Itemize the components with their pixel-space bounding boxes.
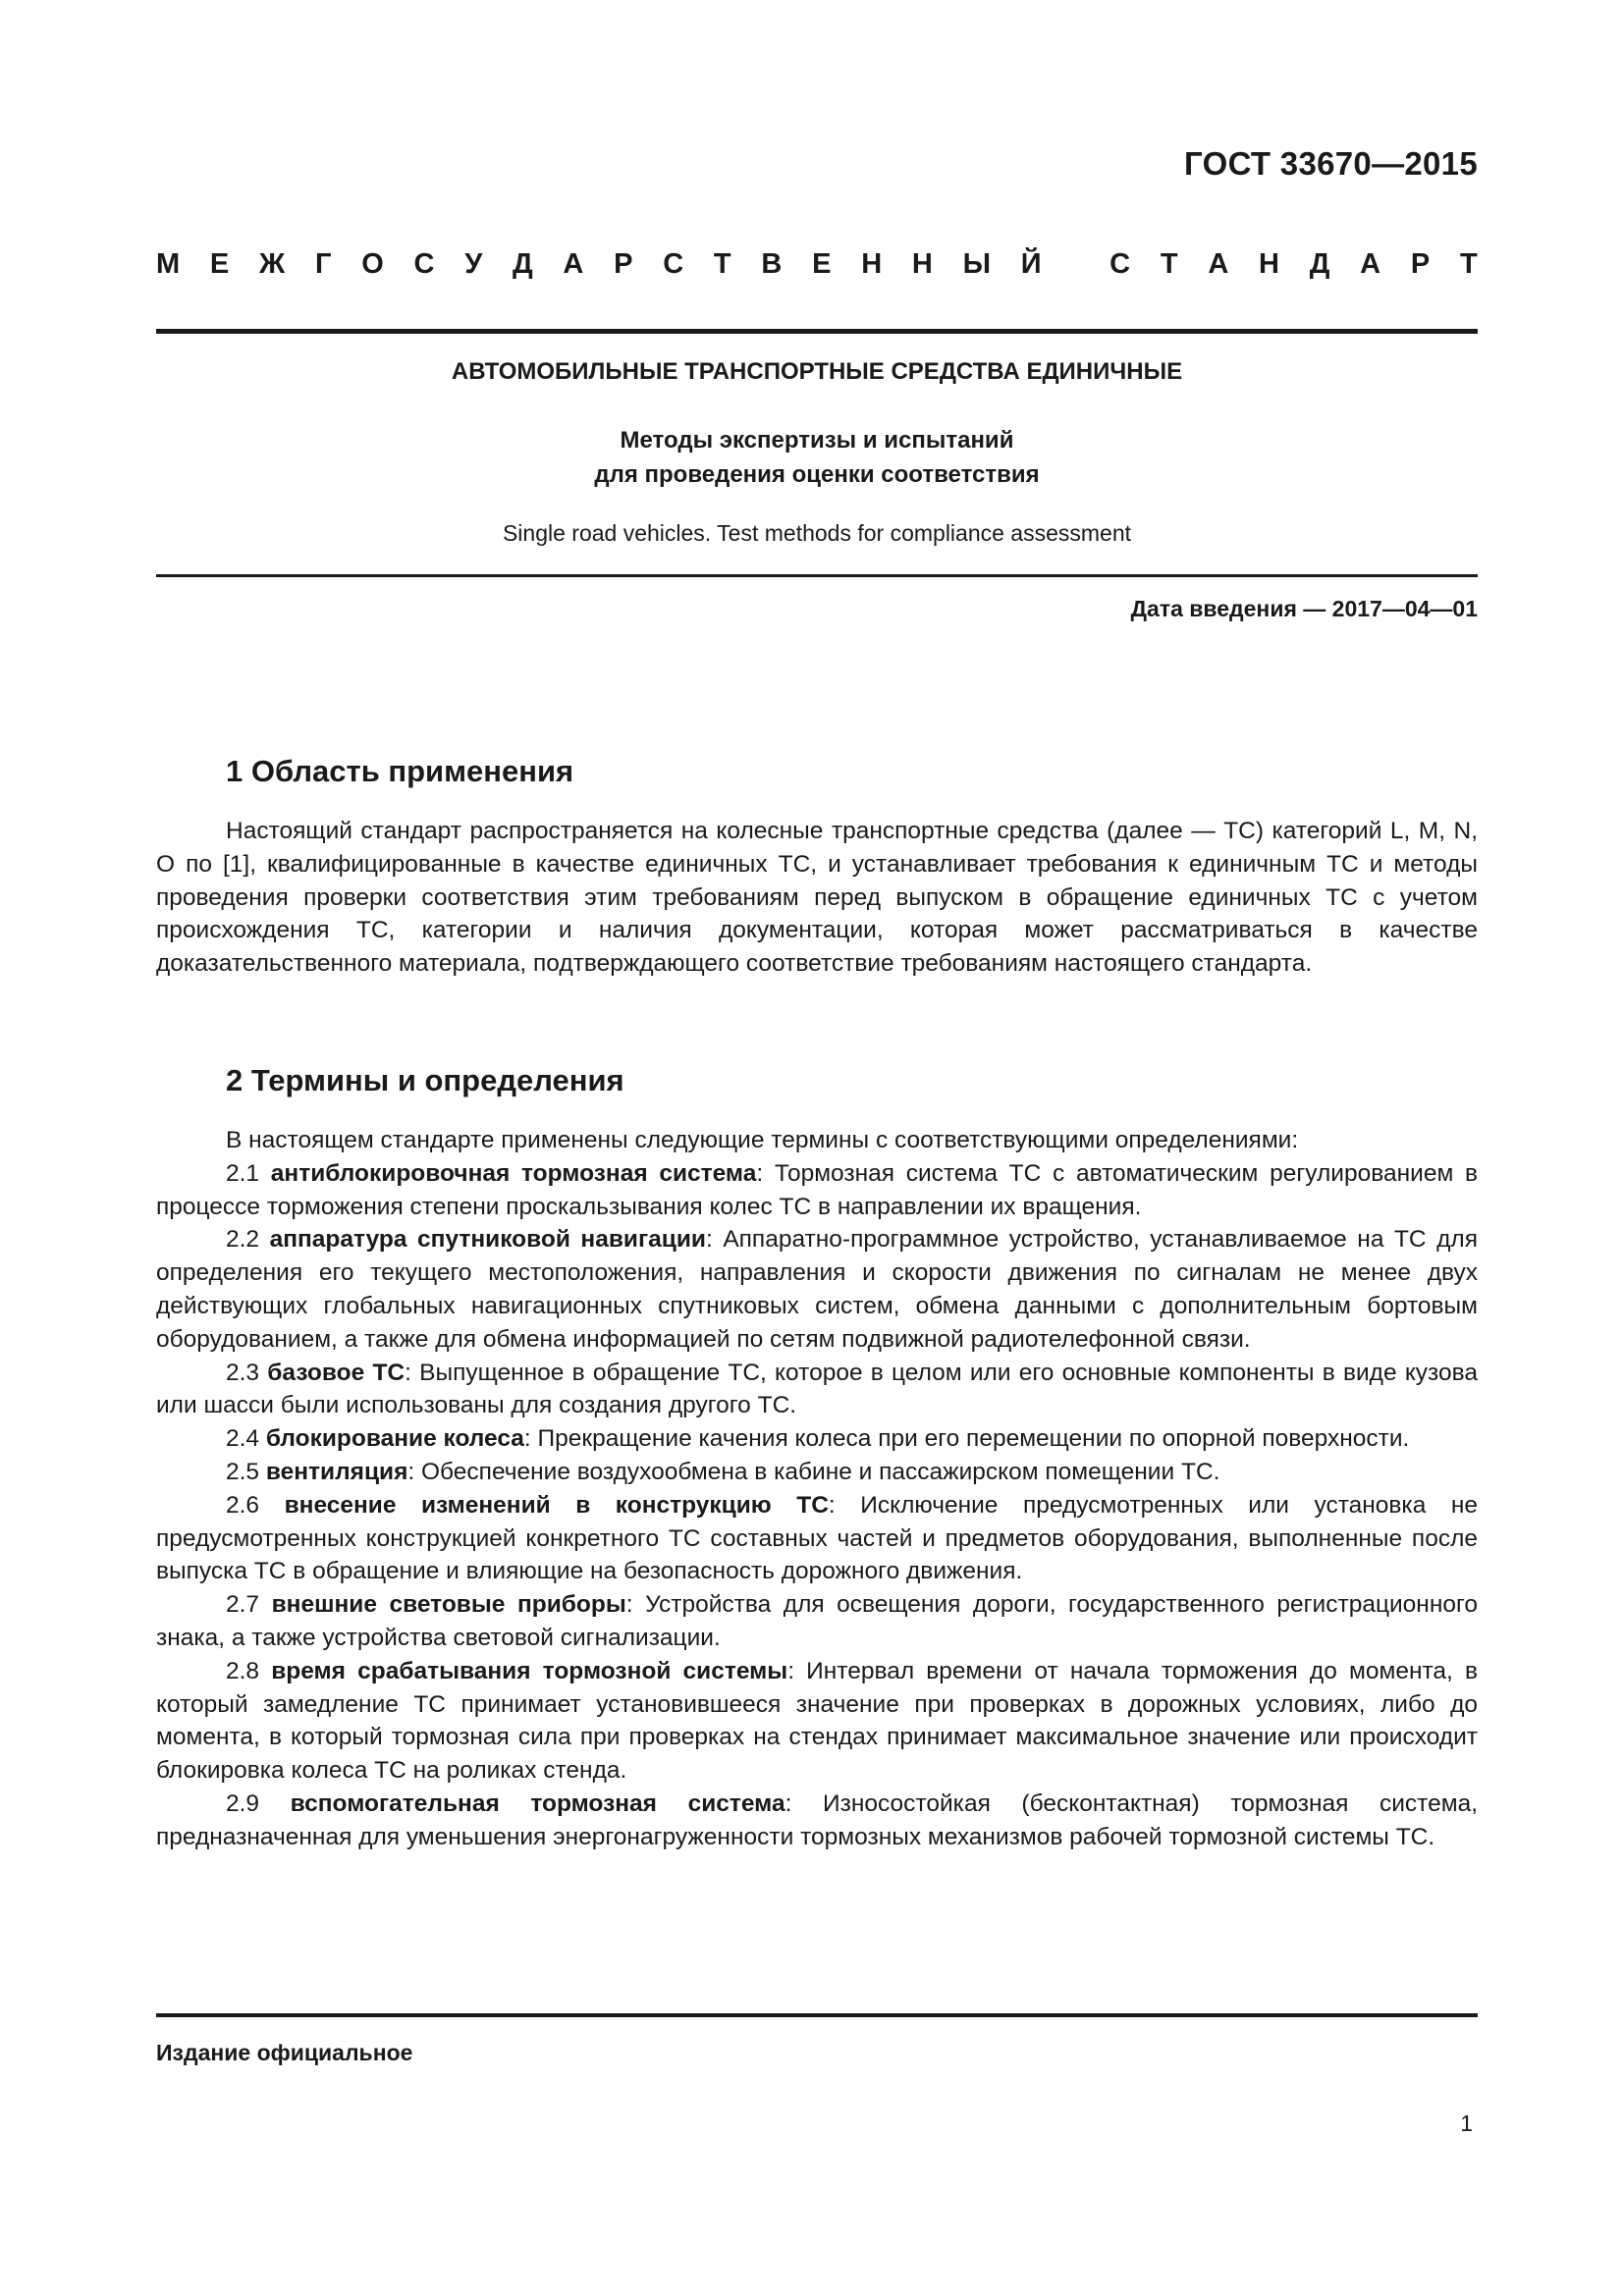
term-definition: : Устройства для освещения дороги, государственного регистрационного знака, а также устройства световой сигнализации. bbox=[156, 1591, 1479, 1651]
banner-letter: Ж bbox=[259, 248, 286, 280]
banner-letter: Р bbox=[614, 248, 633, 280]
english-title: Single road vehicles. Test methods for compliance assessment bbox=[502, 520, 1132, 546]
term-name: антиблокировочная тормозная система bbox=[270, 1159, 757, 1187]
banner-letter: Е bbox=[209, 248, 230, 280]
banner-letter: У bbox=[464, 248, 483, 280]
banner-letter: Д bbox=[513, 248, 533, 280]
banner-letter: С bbox=[1109, 248, 1131, 280]
banner-letter: С bbox=[413, 248, 435, 280]
term-entry bbox=[156, 1422, 1478, 1456]
term-entry bbox=[156, 1223, 1478, 1356]
banner-letter: А bbox=[1360, 248, 1381, 280]
page-number: 1 bbox=[1460, 2110, 1473, 2136]
term-number: 2.8 bbox=[226, 1657, 260, 1684]
term-number: 2.9 bbox=[226, 1789, 260, 1817]
banner-letter: А bbox=[1208, 248, 1229, 280]
document-number: ГОСТ 33670—2015 bbox=[1184, 145, 1478, 182]
banner-letter: С bbox=[663, 248, 684, 280]
title-divider bbox=[156, 574, 1478, 577]
banner-letter: Й bbox=[1020, 248, 1042, 280]
term-name: время срабатывания тормозной системы bbox=[271, 1657, 788, 1684]
banner-letter: Е bbox=[812, 248, 832, 280]
banner-letter: Ы bbox=[962, 248, 991, 280]
term-name: базовое ТС bbox=[267, 1359, 406, 1386]
banner-letter: Н bbox=[1259, 248, 1279, 280]
term-name: блокирование колеса bbox=[265, 1425, 524, 1453]
term-definition: : Прекращение качения колеса при его перемещении по опорной поверхности. bbox=[523, 1425, 1410, 1453]
term-definition: : Выпущенное в обращение ТС, которое в целом или его основные компоненты в виде кузова или шасси были использованы для создания другого ТС. bbox=[156, 1359, 1479, 1419]
term-number: 2.1 bbox=[226, 1159, 260, 1187]
term-definition: : Обеспечение воздухообмена в кабине и пассажирском помещении ТС. bbox=[407, 1458, 1220, 1485]
banner-letter: Н bbox=[861, 248, 883, 280]
term-name: вспомогательная тормозная система bbox=[290, 1789, 785, 1817]
subtitle-line: для проведения оценки соответствия bbox=[594, 461, 1040, 488]
term-entry bbox=[156, 1357, 1478, 1423]
term-entry bbox=[156, 1157, 1478, 1224]
banner-letter: Г bbox=[314, 248, 332, 280]
term-number: 2.3 bbox=[226, 1359, 260, 1386]
term-definition: : Интервал времени от начала торможения до момента, в который замедление ТС принимает установившееся значение при проверках в дорожных условиях, либо до момента, в который тормозная сила при проверках на стендах принимает максимальное значение или происходит блокировка колеса ТС на роликах стенда. bbox=[156, 1657, 1479, 1785]
term-name: аппаратура спутниковой навигации bbox=[269, 1226, 706, 1254]
section-heading-terms: 2 Термины и определения bbox=[226, 1063, 624, 1097]
term-name: вентиляция bbox=[265, 1458, 408, 1485]
banner-letter: Н bbox=[911, 248, 933, 280]
official-edition-label: Издание официальное bbox=[156, 2040, 413, 2065]
term-number: 2.6 bbox=[226, 1491, 260, 1519]
banner-letter: Т bbox=[1160, 248, 1178, 280]
document-title: АВТОМОБИЛЬНЫЕ ТРАНСПОРТНЫЕ СРЕДСТВА ЕДИНИЧНЫЕ bbox=[451, 358, 1183, 385]
paragraph: Настоящий стандарт распространяется на колесные транспортные средства (далее — ТС) категорий L, M, N, O по [1], квалифицированные в качестве единичных ТС, и устанавливает требования к единичным ТС и методы проведения проверки соответствия этим требованиям перед выпуском в обращение единичных ТС с учетом происхождения ТС, категории и наличия документации, которая может рассматриваться в качестве доказательственного материала, подтверждающего соответствие требованиям настоящего стандарта. bbox=[156, 818, 1478, 978]
footer-divider bbox=[156, 2013, 1478, 2017]
term-definition: : Износостойкая (бесконтактная) тормозная система, предназначенная для уменьшения энергонагруженности тормозных механизмов рабочей тормозной системы ТС. bbox=[156, 1789, 1479, 1850]
paragraph: В настоящем стандарте применены следующие термины с соответствующими определениями: bbox=[226, 1127, 1299, 1153]
term-entry bbox=[156, 1788, 1478, 1854]
term-definition: : Аппаратно-программное устройство, устанавливаемое на ТС для определения его текущего местоположения, направления и скорости движения по сигналам не менее двух действующих глобальных навигационных спутниковых систем, обмена данными с дополнительным бортовым оборудованием, а также для обмена информацией по сетям подвижной радиотелефонной связи. bbox=[156, 1226, 1478, 1353]
section-heading-scope: 1 Область применения bbox=[226, 754, 574, 788]
term-entry bbox=[156, 1489, 1478, 1588]
term-entry bbox=[156, 1588, 1478, 1655]
banner-gap bbox=[1071, 248, 1079, 281]
document-subtitle bbox=[156, 423, 1478, 492]
term-entry bbox=[156, 1655, 1478, 1788]
banner-letter: О bbox=[361, 248, 384, 280]
term-definition: : Исключение предусмотренных или установка не предусмотренных конструкцией конкретного ТС составных частей и предметов оборудования, выполненные после выпуска ТС в обращение и влияющие на безопасность дорожного движения. bbox=[156, 1491, 1478, 1585]
banner-letter: А bbox=[563, 248, 584, 280]
term-definition: : Тормозная система ТС с автоматическим регулированием в процессе торможения степени проскальзывания колес ТС в направлении их вращения. bbox=[156, 1159, 1479, 1220]
term-name: внесение изменений в конструкцию ТС bbox=[284, 1491, 829, 1519]
section-scope-body bbox=[156, 815, 1478, 981]
term-name: внешние световые приборы bbox=[271, 1591, 626, 1619]
banner-letter: М bbox=[156, 248, 181, 280]
banner-letter: В bbox=[761, 248, 783, 280]
term-number: 2.5 bbox=[226, 1458, 260, 1485]
term-number: 2.7 bbox=[226, 1591, 260, 1619]
banner-letter: Д bbox=[1309, 248, 1330, 280]
term-entry bbox=[156, 1456, 1478, 1489]
term-number: 2.2 bbox=[226, 1226, 260, 1254]
banner-letter: Р bbox=[1410, 248, 1431, 280]
term-number: 2.4 bbox=[226, 1425, 260, 1453]
section-terms-body bbox=[156, 1124, 1478, 1854]
interstate-standard-banner bbox=[156, 248, 1478, 281]
header-divider bbox=[156, 329, 1478, 334]
banner-letter: Т bbox=[1459, 248, 1478, 280]
introduction-date: Дата введения — 2017—04—01 bbox=[1130, 596, 1478, 621]
subtitle-line: Методы экспертизы и испытаний bbox=[620, 427, 1014, 454]
banner-letter: Т bbox=[713, 248, 731, 280]
